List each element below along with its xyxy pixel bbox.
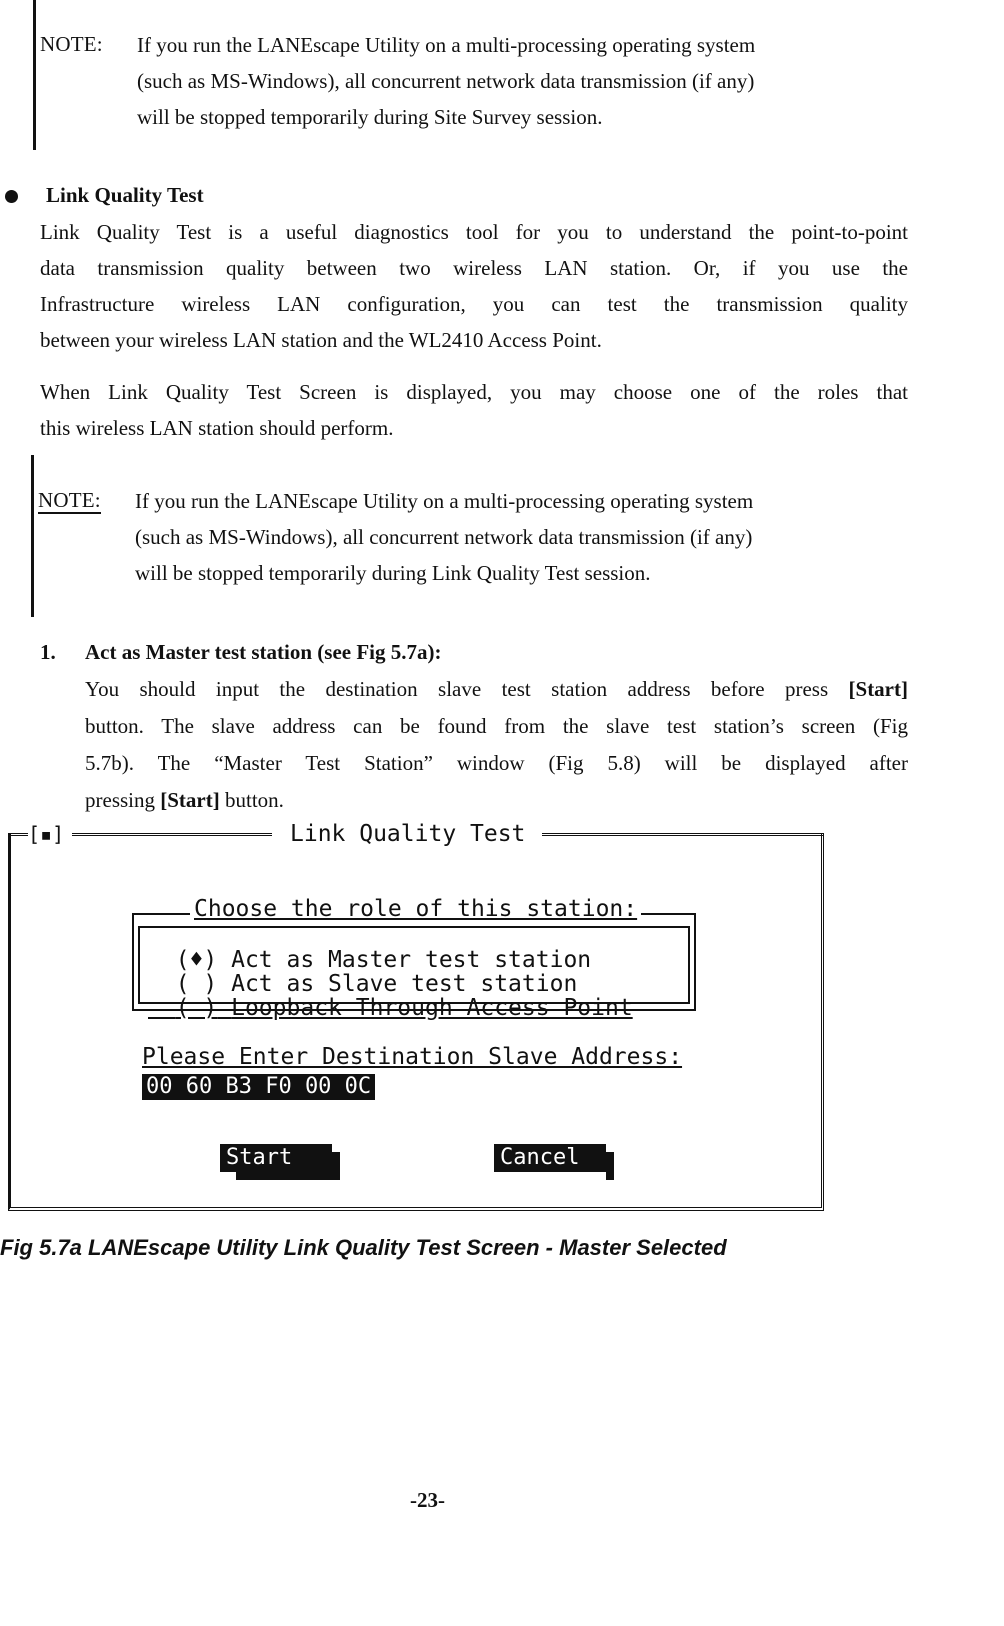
cancel-button[interactable]: Cancel bbox=[494, 1144, 606, 1172]
note-text-line: If you run the LANEscape Utility on a multi-processing operating system bbox=[135, 489, 754, 513]
paragraph-line: button. The slave address can be found from the slave test station’s screen (Fig bbox=[85, 714, 908, 738]
paragraph-line: When Link Quality Test Screen is displayed, you may choose one of the roles that bbox=[40, 380, 908, 404]
start-keyword: [Start] bbox=[160, 788, 220, 812]
radio-selected-icon: (♦) bbox=[175, 947, 218, 973]
paragraph-text: pressing bbox=[85, 788, 161, 812]
window-title: Link Quality Test bbox=[290, 821, 526, 847]
paragraph-line: between your wireless LAN station and the WL2410 Access Point. bbox=[40, 328, 602, 352]
window-top-border bbox=[72, 833, 272, 836]
link-quality-test-window bbox=[8, 833, 824, 1211]
step-number: 1. bbox=[40, 640, 56, 664]
bullet-icon bbox=[5, 190, 18, 203]
start-button[interactable]: Start bbox=[220, 1144, 332, 1172]
section-heading: Link Quality Test bbox=[46, 183, 204, 207]
window-top-border bbox=[8, 833, 28, 836]
start-button-shadow bbox=[236, 1172, 340, 1180]
cancel-button-shadow bbox=[606, 1152, 614, 1180]
paragraph-line: Link Quality Test is a useful diagnostics tool for you to understand the point-to-point bbox=[40, 220, 908, 244]
step-heading: Act as Master test station (see Fig 5.7a): bbox=[85, 640, 442, 664]
paragraph-line: 5.7b). The “Master Test Station” window (Fig 5.8) will be displayed after bbox=[85, 751, 908, 775]
paragraph-line: Infrastructure wireless LAN configuration, you can test the transmission quality bbox=[40, 292, 908, 316]
role-group-label: Choose the role of this station: bbox=[190, 896, 641, 922]
paragraph-line bbox=[85, 677, 908, 702]
radio-unselected-icon: ( ) bbox=[175, 971, 218, 997]
radio-unselected-icon: ( ) bbox=[175, 995, 218, 1021]
figure-caption: Fig 5.7a LANEscape Utility Link Quality Test Screen - Master Selected bbox=[0, 1235, 727, 1260]
window-top-border bbox=[542, 833, 824, 836]
paragraph-line bbox=[85, 788, 284, 813]
start-keyword: [Start] bbox=[848, 677, 908, 701]
slave-address-input[interactable]: 00 60 B3 F0 00 0C bbox=[142, 1074, 375, 1100]
note-text-line: will be stopped temporarily during Site Survey session. bbox=[137, 105, 603, 129]
paragraph-text: button. bbox=[219, 788, 284, 812]
role-option-label: Act as Master test station bbox=[231, 947, 592, 973]
role-option-loopback[interactable] bbox=[148, 969, 633, 1021]
paragraph-line: this wireless LAN station should perform. bbox=[40, 416, 394, 440]
note-text-line: will be stopped temporarily during Link Quality Test session. bbox=[135, 561, 651, 585]
note-text-line: (such as MS-Windows), all concurrent network data transmission (if any) bbox=[137, 69, 755, 93]
note-label: NOTE: bbox=[40, 32, 103, 56]
note-text-line: (such as MS-Windows), all concurrent network data transmission (if any) bbox=[135, 525, 753, 549]
paragraph-text: You should input the destination slave test station address before press bbox=[85, 677, 849, 701]
role-option-label: Act as Slave test station bbox=[231, 971, 578, 997]
paragraph-line: data transmission quality between two wireless LAN station. Or, if you use the bbox=[40, 256, 908, 280]
note-label: NOTE: bbox=[38, 488, 101, 512]
role-option-label: Loopback Through Access Point bbox=[231, 995, 633, 1021]
address-prompt: Please Enter Destination Slave Address: bbox=[142, 1044, 683, 1070]
close-box-button[interactable]: [▪] bbox=[28, 822, 65, 846]
note-margin-bar bbox=[33, 0, 36, 150]
note-text-line: If you run the LANEscape Utility on a multi-processing operating system bbox=[137, 33, 756, 57]
note-margin-bar bbox=[31, 455, 34, 617]
page-number: -23- bbox=[410, 1488, 445, 1512]
